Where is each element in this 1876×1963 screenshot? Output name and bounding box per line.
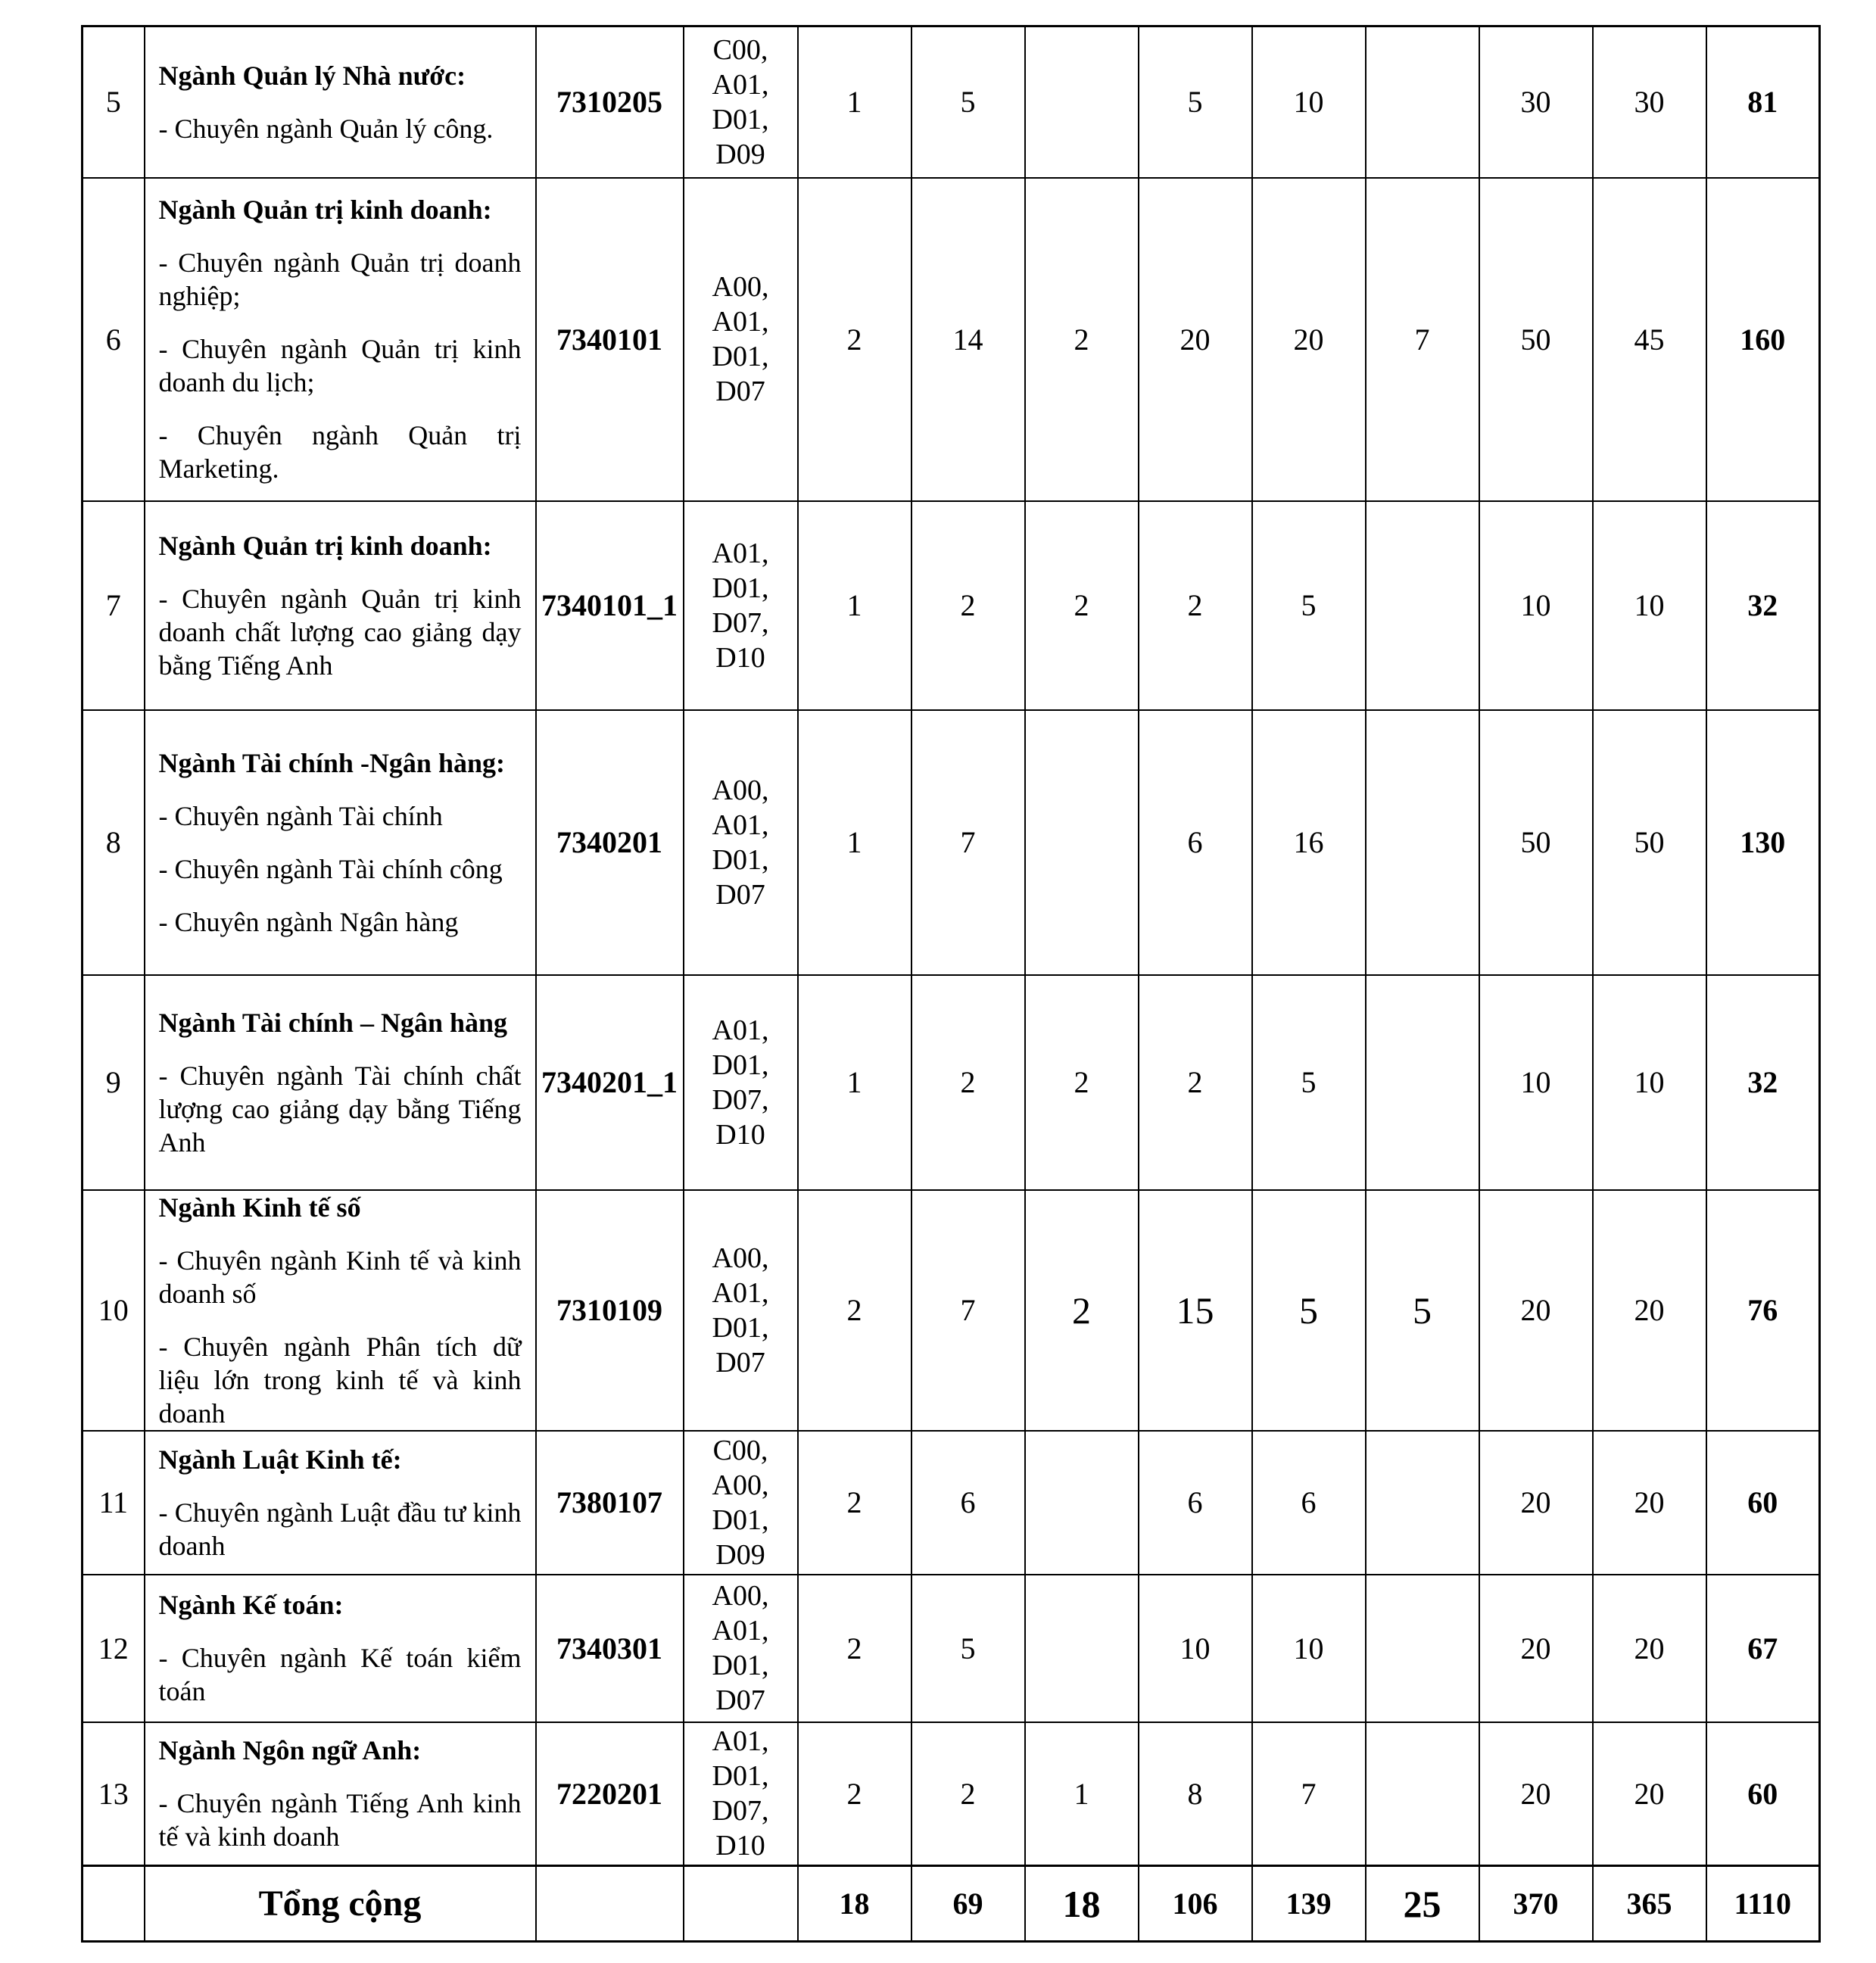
quota-cell: 14 bbox=[912, 178, 1025, 501]
quota-cell: 20 bbox=[1139, 178, 1252, 501]
quota-cell bbox=[1366, 710, 1479, 975]
quota-cell: 7 bbox=[1366, 178, 1479, 501]
quota-cell: 7 bbox=[912, 1190, 1025, 1431]
row-total-cell: 76 bbox=[1706, 1190, 1820, 1431]
total-row-empty-combination-cell bbox=[684, 1866, 798, 1942]
major-code-cell: 7340301 bbox=[536, 1575, 684, 1722]
total-row-empty-code-cell bbox=[536, 1866, 684, 1942]
major-code-cell: 7310205 bbox=[536, 26, 684, 178]
column-total-cell: 106 bbox=[1139, 1866, 1252, 1942]
quota-cell: 7 bbox=[1252, 1722, 1366, 1866]
total-label-cell: Tổng cộng bbox=[145, 1866, 536, 1942]
subject-combination-cell: A00, A01, D01, D07 bbox=[684, 178, 798, 501]
quota-cell: 30 bbox=[1479, 26, 1593, 178]
major-name: Ngành Quản trị kinh doanh: bbox=[158, 195, 492, 225]
major-specialization: - Chuyên ngành Tài chính công bbox=[158, 853, 503, 884]
quota-cell: 10 bbox=[1593, 501, 1706, 710]
quota-cell: 45 bbox=[1593, 178, 1706, 501]
quota-cell: 5 bbox=[912, 1575, 1025, 1722]
row-total-cell: 60 bbox=[1706, 1722, 1820, 1866]
row-total-cell: 81 bbox=[1706, 26, 1820, 178]
major-row bbox=[83, 1575, 1820, 1722]
major-row bbox=[83, 178, 1820, 501]
row-total-cell: 60 bbox=[1706, 1431, 1820, 1575]
stt-cell: 8 bbox=[83, 710, 145, 975]
grand-total-row bbox=[83, 1866, 1820, 1942]
total-row-empty-stt-cell bbox=[83, 1866, 145, 1942]
quota-cell bbox=[1366, 501, 1479, 710]
quota-cell bbox=[1025, 710, 1139, 975]
quota-cell: 10 bbox=[1252, 26, 1366, 178]
major-name-cell bbox=[145, 501, 536, 710]
major-code-cell: 7340101_1 bbox=[536, 501, 684, 710]
quota-cell: 10 bbox=[1252, 1575, 1366, 1722]
major-specialization: - Chuyên ngành Quản trị doanh nghiệp; bbox=[158, 248, 522, 311]
column-total-cell: 370 bbox=[1479, 1866, 1593, 1942]
quota-cell: 10 bbox=[1479, 975, 1593, 1190]
stt-cell: 13 bbox=[83, 1722, 145, 1866]
column-total-cell: 18 bbox=[798, 1866, 912, 1942]
major-name-cell bbox=[145, 1575, 536, 1722]
quota-cell: 7 bbox=[912, 710, 1025, 975]
quota-cell: 10 bbox=[1593, 975, 1706, 1190]
major-specialization: - Chuyên ngành Tiếng Anh kinh tế và kinh doanh bbox=[158, 1788, 522, 1852]
major-name-cell bbox=[145, 1190, 536, 1431]
quota-cell: 6 bbox=[1252, 1431, 1366, 1575]
quota-cell: 16 bbox=[1252, 710, 1366, 975]
quota-cell: 20 bbox=[1479, 1722, 1593, 1866]
quota-cell: 2 bbox=[912, 1722, 1025, 1866]
grand-total-cell: 1110 bbox=[1706, 1866, 1820, 1942]
quota-cell: 5 bbox=[1139, 26, 1252, 178]
major-row bbox=[83, 975, 1820, 1190]
quota-cell: 2 bbox=[1025, 501, 1139, 710]
major-specialization: - Chuyên ngành Tài chính bbox=[158, 800, 443, 831]
subject-combination-cell: A01, D01, D07, D10 bbox=[684, 975, 798, 1190]
major-code-cell: 7340201 bbox=[536, 710, 684, 975]
quota-cell: 20 bbox=[1479, 1575, 1593, 1722]
quota-cell: 6 bbox=[1139, 1431, 1252, 1575]
subject-combination-cell: C00, A01, D01, D09 bbox=[684, 26, 798, 178]
major-name: Ngành Kế toán: bbox=[158, 1590, 344, 1620]
major-specialization: - Chuyên ngành Tài chính chất lượng cao giảng dạy bằng Tiếng Anh bbox=[158, 1060, 522, 1158]
subject-combination-cell: A00, A01, D01, D07 bbox=[684, 710, 798, 975]
major-name-cell bbox=[145, 710, 536, 975]
major-row bbox=[83, 1190, 1820, 1431]
quota-cell: 1 bbox=[1025, 1722, 1139, 1866]
major-name: Ngành Luật Kinh tế: bbox=[158, 1444, 402, 1475]
stt-cell: 7 bbox=[83, 501, 145, 710]
stt-cell: 11 bbox=[83, 1431, 145, 1575]
quota-cell: 2 bbox=[1025, 178, 1139, 501]
quota-cell: 5 bbox=[1252, 501, 1366, 710]
quota-cell: 50 bbox=[1479, 710, 1593, 975]
major-code-cell: 7220201 bbox=[536, 1722, 684, 1866]
quota-cell: 2 bbox=[1025, 975, 1139, 1190]
major-code-cell: 7310109 bbox=[536, 1190, 684, 1431]
major-name: Ngành Quản trị kinh doanh: bbox=[158, 530, 492, 561]
stt-cell: 6 bbox=[83, 178, 145, 501]
major-name: Ngành Tài chính – Ngân hàng bbox=[158, 1007, 508, 1038]
quota-cell: 5 bbox=[1252, 1190, 1366, 1431]
major-code-cell: 7340201_1 bbox=[536, 975, 684, 1190]
quota-cell: 10 bbox=[1479, 501, 1593, 710]
major-specialization: - Chuyên ngành Kế toán kiểm toán bbox=[158, 1643, 522, 1706]
major-specialization: - Chuyên ngành Quản trị kinh doanh chất lượng cao giảng dạy bằng Tiếng Anh bbox=[158, 583, 522, 681]
quota-cell: 20 bbox=[1479, 1431, 1593, 1575]
quota-cell: 10 bbox=[1139, 1575, 1252, 1722]
row-total-cell: 67 bbox=[1706, 1575, 1820, 1722]
quota-cell: 2 bbox=[798, 1575, 912, 1722]
major-specialization: - Chuyên ngành Ngân hàng bbox=[158, 906, 459, 937]
quota-cell: 5 bbox=[1252, 975, 1366, 1190]
major-name-cell bbox=[145, 1431, 536, 1575]
column-total-cell: 69 bbox=[912, 1866, 1025, 1942]
quota-cell: 5 bbox=[912, 26, 1025, 178]
major-row bbox=[83, 26, 1820, 178]
major-row bbox=[83, 1722, 1820, 1866]
quota-cell: 2 bbox=[798, 1431, 912, 1575]
quota-cell: 8 bbox=[1139, 1722, 1252, 1866]
quota-cell: 2 bbox=[912, 975, 1025, 1190]
quota-cell: 2 bbox=[1139, 501, 1252, 710]
major-name-cell bbox=[145, 178, 536, 501]
subject-combination-cell: A00, A01, D01, D07 bbox=[684, 1190, 798, 1431]
quota-cell bbox=[1366, 1722, 1479, 1866]
quota-cell: 5 bbox=[1366, 1190, 1479, 1431]
quota-cell: 2 bbox=[912, 501, 1025, 710]
major-code-cell: 7340101 bbox=[536, 178, 684, 501]
column-total-cell: 25 bbox=[1366, 1866, 1479, 1942]
quota-cell: 2 bbox=[1139, 975, 1252, 1190]
quota-cell: 6 bbox=[1139, 710, 1252, 975]
table-body bbox=[83, 26, 1820, 1942]
stt-cell: 5 bbox=[83, 26, 145, 178]
major-name: Ngành Ngôn ngữ Anh: bbox=[158, 1735, 422, 1766]
major-specialization: - Chuyên ngành Quản trị Marketing. bbox=[158, 420, 522, 484]
quota-cell: 20 bbox=[1593, 1722, 1706, 1866]
quota-cell: 1 bbox=[798, 710, 912, 975]
quota-cell: 20 bbox=[1593, 1575, 1706, 1722]
major-name-cell bbox=[145, 1722, 536, 1866]
quota-cell bbox=[1025, 1575, 1139, 1722]
major-specialization: - Chuyên ngành Quản lý công. bbox=[158, 113, 494, 144]
quota-cell: 20 bbox=[1252, 178, 1366, 501]
major-name-cell bbox=[145, 26, 536, 178]
quota-cell: 6 bbox=[912, 1431, 1025, 1575]
quota-cell bbox=[1025, 26, 1139, 178]
quota-cell bbox=[1366, 1431, 1479, 1575]
row-total-cell: 32 bbox=[1706, 975, 1820, 1190]
major-code-cell: 7380107 bbox=[536, 1431, 684, 1575]
stt-cell: 9 bbox=[83, 975, 145, 1190]
major-name-cell bbox=[145, 975, 536, 1190]
quota-cell: 30 bbox=[1593, 26, 1706, 178]
major-specialization: - Chuyên ngành Phân tích dữ liệu lớn trong kinh tế và kinh doanh bbox=[158, 1331, 522, 1429]
quota-cell: 15 bbox=[1139, 1190, 1252, 1431]
subject-combination-cell: A01, D01, D07, D10 bbox=[684, 1722, 798, 1866]
quota-cell: 2 bbox=[1025, 1190, 1139, 1431]
quota-cell: 20 bbox=[1593, 1431, 1706, 1575]
quota-cell bbox=[1366, 26, 1479, 178]
quota-cell bbox=[1025, 1431, 1139, 1575]
row-total-cell: 130 bbox=[1706, 710, 1820, 975]
major-specialization: - Chuyên ngành Kinh tế và kinh doanh số bbox=[158, 1245, 522, 1309]
quota-cell: 20 bbox=[1479, 1190, 1593, 1431]
row-total-cell: 160 bbox=[1706, 178, 1820, 501]
major-row bbox=[83, 501, 1820, 710]
quota-cell: 2 bbox=[798, 178, 912, 501]
major-name: Ngành Tài chính -Ngân hàng: bbox=[158, 747, 505, 778]
admission-quota-table bbox=[81, 25, 1821, 1943]
quota-cell: 2 bbox=[798, 1190, 912, 1431]
major-row bbox=[83, 710, 1820, 975]
subject-combination-cell: A01, D01, D07, D10 bbox=[684, 501, 798, 710]
quota-cell: 50 bbox=[1479, 178, 1593, 501]
quota-cell: 20 bbox=[1593, 1190, 1706, 1431]
major-specialization: - Chuyên ngành Quản trị kinh doanh du lịch; bbox=[158, 334, 522, 397]
row-total-cell: 32 bbox=[1706, 501, 1820, 710]
major-specialization: - Chuyên ngành Luật đầu tư kinh doanh bbox=[158, 1497, 522, 1561]
stt-cell: 12 bbox=[83, 1575, 145, 1722]
column-total-cell: 365 bbox=[1593, 1866, 1706, 1942]
subject-combination-cell: A00, A01, D01, D07 bbox=[684, 1575, 798, 1722]
quota-cell bbox=[1366, 975, 1479, 1190]
quota-cell bbox=[1366, 1575, 1479, 1722]
quota-cell: 50 bbox=[1593, 710, 1706, 975]
quota-cell: 1 bbox=[798, 26, 912, 178]
quota-cell: 1 bbox=[798, 501, 912, 710]
column-total-cell: 18 bbox=[1025, 1866, 1139, 1942]
major-row bbox=[83, 1431, 1820, 1575]
major-name: Ngành Quản lý Nhà nước: bbox=[158, 60, 466, 91]
subject-combination-cell: C00, A00, D01, D09 bbox=[684, 1431, 798, 1575]
quota-cell: 1 bbox=[798, 975, 912, 1190]
stt-cell: 10 bbox=[83, 1190, 145, 1431]
quota-cell: 2 bbox=[798, 1722, 912, 1866]
major-name: Ngành Kinh tế số bbox=[158, 1192, 361, 1223]
column-total-cell: 139 bbox=[1252, 1866, 1366, 1942]
